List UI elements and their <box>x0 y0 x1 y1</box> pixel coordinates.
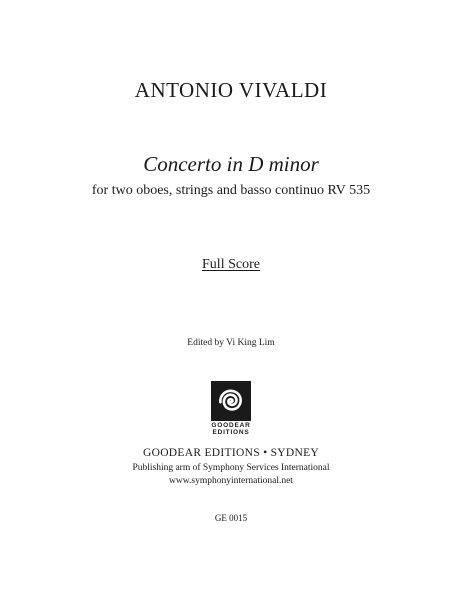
spiral-logo-icon <box>211 381 251 421</box>
score-type-label: Full Score <box>202 257 260 272</box>
logo-line-goodear: GOODEAR <box>211 422 251 429</box>
publisher-logo <box>211 381 251 439</box>
publisher-description: Publishing arm of Symphony Services International <box>132 463 330 473</box>
publisher-website: www.symphonyinternational.net <box>169 476 293 486</box>
logo-wordmark <box>201 422 261 436</box>
catalog-number: GE 0015 <box>214 513 248 523</box>
work-title: Concerto in D minor <box>143 152 319 176</box>
composer-name: ANTONIO VIVALDI <box>134 78 328 102</box>
publisher-name: GOODEAR EDITIONS • SYDNEY <box>142 447 320 459</box>
instrumentation-subtitle: for two oboes, strings and basso continuo RV 535 <box>91 183 371 198</box>
logo-line-editions: EDITIONS <box>212 429 250 436</box>
editor-credit: Edited by Vi King Lim <box>187 338 275 348</box>
